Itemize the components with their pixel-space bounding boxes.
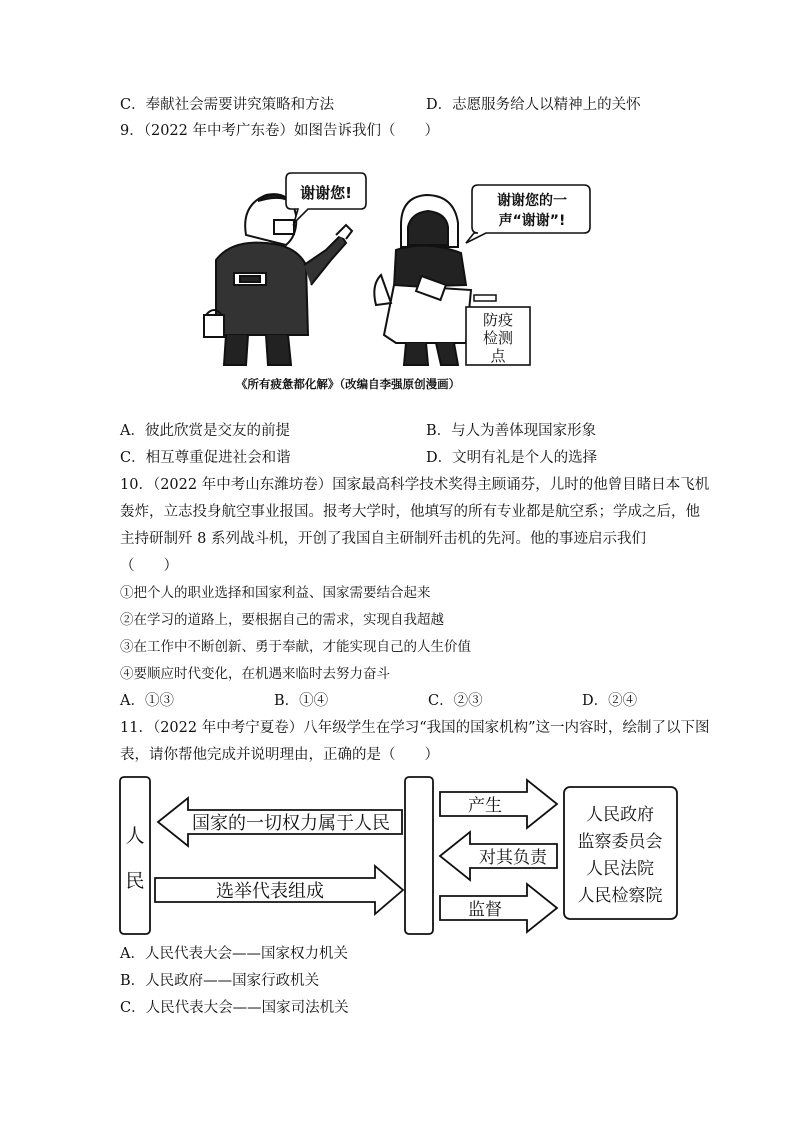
q11-stem-line2: 表，请你帮他完成并说明理由，正确的是（ ） (120, 747, 439, 763)
q10-option-d: D．②④ (582, 693, 638, 709)
produce-label: 产生 (468, 796, 502, 816)
arrow-bottom-label: 选举代表组成 (216, 881, 324, 902)
responsible-label: 对其负责 (479, 848, 547, 868)
health-worker-figure (374, 195, 471, 365)
q8-option-c: C．奉献社会需要讲究策略和方法 (120, 97, 335, 113)
q8-option-d: D．志愿服务给人以精神上的关怀 (426, 97, 641, 113)
testing-point-sign (466, 295, 530, 365)
org-procuratorate: 人民检察院 (577, 886, 663, 906)
q10-stem-line3: 主持研制歼 8 系列战斗机，开创了我国自主研制歼击机的先河。他的事迹启示我们 (120, 531, 646, 547)
q9-option-a: A．彼此欣赏是交友的前提 (120, 423, 290, 439)
q10-answer-paren: （ ） (120, 558, 178, 574)
sign-line2: 检测 (482, 329, 514, 347)
org-court: 人民法院 (586, 859, 654, 879)
q9-option-c: C．相互尊重促进社会和谐 (120, 450, 291, 466)
q10-item-2: ②在学习的道路上，要根据自己的需求，实现自我超越 (120, 612, 444, 628)
q10-item-3: ③在工作中不断创新、勇于奉献，才能实现自己的人生价值 (120, 639, 471, 655)
bubble-right (466, 185, 590, 243)
arrow-top-label: 国家的一切权力属于人民 (192, 813, 390, 834)
sign-line3: 点 (490, 347, 506, 365)
q9-cartoon (196, 165, 596, 395)
bubble-right-line1: 谢谢您的一 (497, 193, 567, 209)
org-government: 人民政府 (586, 805, 654, 825)
q11-stem-line1: 11．（2022 年中考宁夏卷）八年级学生在学习“我国的国家机构”这一内容时，绘制了以下图 (120, 720, 710, 736)
center-bar (405, 777, 433, 934)
q10-item-4: ④要顺应时代变化，在机遇来临时去努力奋斗 (120, 666, 390, 682)
man-figure (204, 194, 352, 365)
cartoon-caption: 《所有疲惫都化解》（改编自李强原创漫画） (235, 377, 461, 391)
q10-option-c: C．②③ (428, 693, 483, 709)
supervise-label: 监督 (468, 900, 502, 920)
q11-option-c: C．人民代表大会——国家司法机关 (120, 1000, 349, 1016)
bubble-left-text: 谢谢您! (300, 184, 352, 202)
q10-option-b: B．①④ (274, 693, 329, 709)
q10-stem-line2: 轰炸，立志投身航空事业报国。报考大学时，他填写的所有专业都是航空系；学成之后，他 (120, 504, 700, 520)
people-char-2: 民 (125, 870, 145, 892)
q10-option-a: A．①③ (120, 693, 174, 709)
state-organs-diagram (115, 772, 685, 942)
q11-option-a: A．人民代表大会——国家权力机关 (120, 946, 348, 962)
q11-option-b: B．人民政府——国家行政机关 (120, 973, 320, 989)
q10-stem-line1: 10．（2022 年中考山东潍坊卷）国家最高科学技术奖得主顾诵芬，儿时的他曾目睹日本飞机 (120, 477, 710, 493)
q10-item-1: ①把个人的职业选择和国家利益、国家需要结合起来 (120, 585, 431, 601)
q9-stem: 9．（2022 年中考广东卷）如图告诉我们（ ） (120, 123, 439, 139)
q9-option-b: B．与人为善体现国家形象 (426, 423, 597, 439)
bubble-right-line2: 声“谢谢”! (498, 213, 566, 229)
q9-option-d: D．文明有礼是个人的选择 (426, 450, 598, 466)
bubble-left (286, 173, 366, 223)
org-supervisory-commission: 监察委员会 (577, 832, 663, 852)
sign-line1: 防疫 (482, 311, 514, 329)
people-char-1: 人 (125, 825, 145, 847)
people-box (120, 777, 150, 934)
